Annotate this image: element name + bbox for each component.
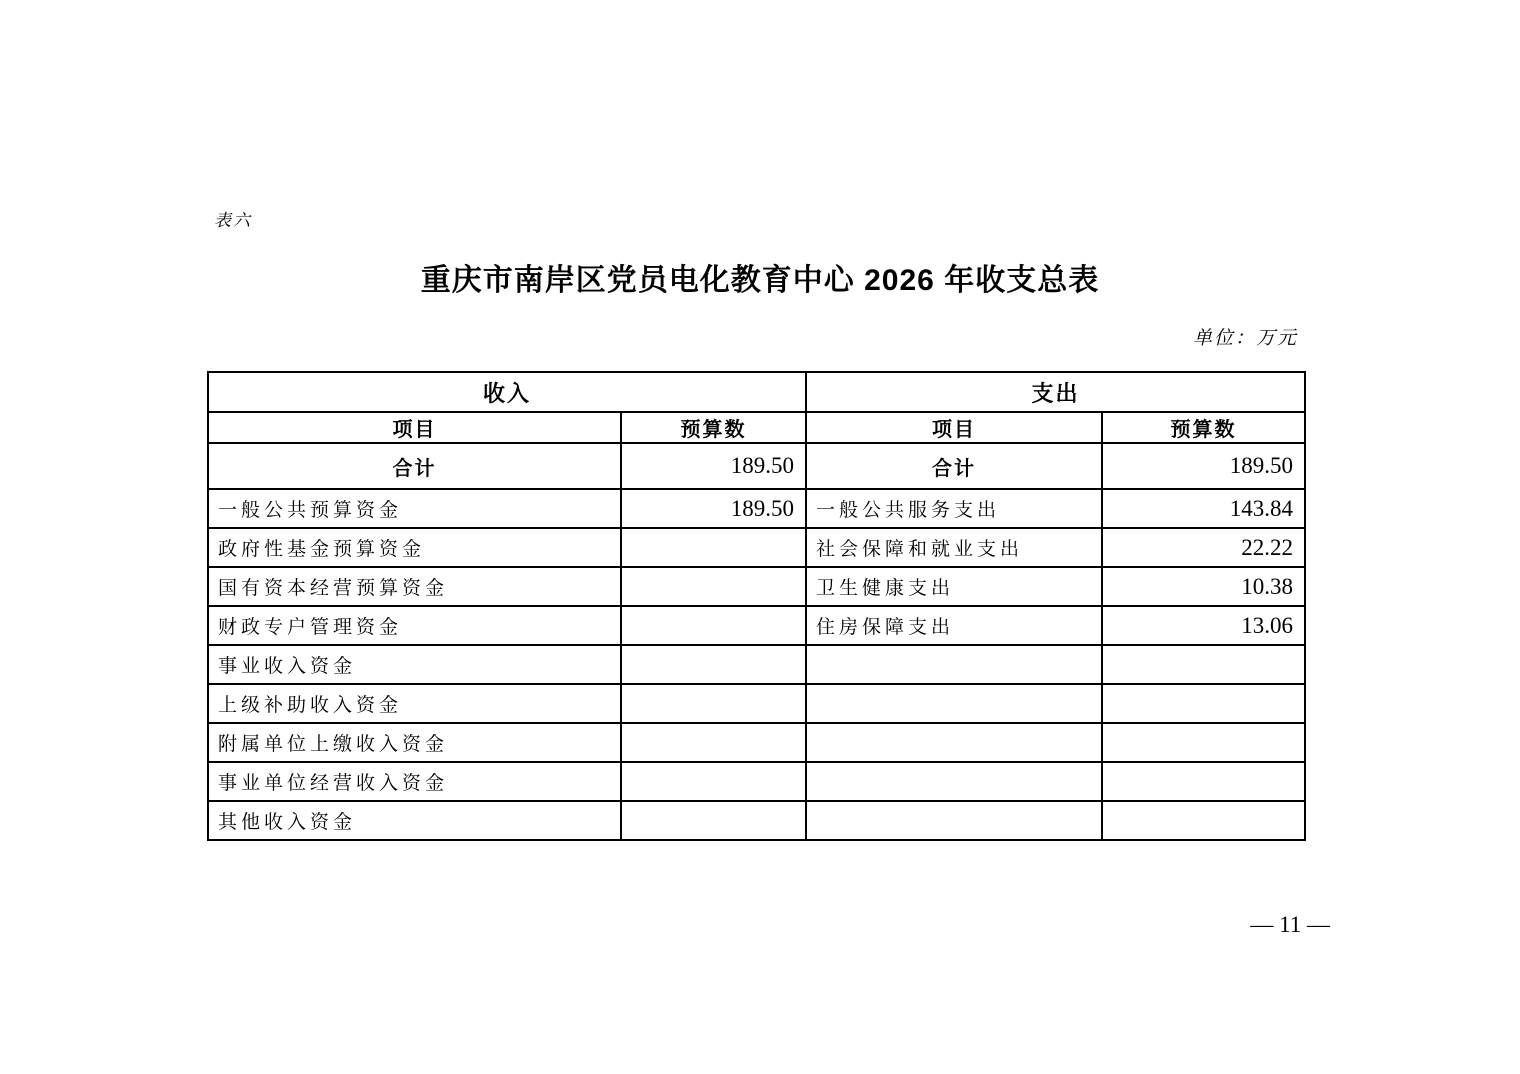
expense-section-header: 支出: [806, 372, 1305, 412]
income-item-cell: 政府性基金预算资金: [208, 528, 621, 567]
expense-value-cell: [1102, 801, 1305, 840]
income-item-cell: 上级补助收入资金: [208, 684, 621, 723]
table-row: [208, 762, 1305, 801]
table-row: [208, 528, 1305, 567]
expense-value-cell: [1102, 684, 1305, 723]
expense-item-cell: [806, 645, 1102, 684]
income-value-cell: [621, 801, 806, 840]
expense-budget-header: 预算数: [1102, 412, 1305, 443]
income-item-cell: 事业收入资金: [208, 645, 621, 684]
table-row: [208, 489, 1305, 528]
expense-value-cell: 189.50: [1102, 443, 1305, 489]
table-row: [208, 606, 1305, 645]
table-row-total: [208, 443, 1305, 489]
expense-item-cell: [806, 684, 1102, 723]
income-item-cell: 合计: [208, 443, 621, 489]
income-item-cell: 事业单位经营收入资金: [208, 762, 621, 801]
budget-table: [207, 371, 1306, 841]
page-number: — 11 —: [1250, 912, 1330, 937]
column-header-row: [208, 412, 1305, 443]
income-item-cell: 其他收入资金: [208, 801, 621, 840]
table-row: [208, 567, 1305, 606]
expense-value-cell: 143.84: [1102, 489, 1305, 528]
expense-value-cell: 22.22: [1102, 528, 1305, 567]
expense-item-cell: [806, 723, 1102, 762]
income-value-cell: [621, 645, 806, 684]
table-row: [208, 684, 1305, 723]
expense-item-cell: [806, 801, 1102, 840]
expense-item-cell: 社会保障和就业支出: [806, 528, 1102, 567]
table-row: [208, 723, 1305, 762]
income-item-cell: 财政专户管理资金: [208, 606, 621, 645]
table-row: [208, 801, 1305, 840]
expense-item-cell: 住房保障支出: [806, 606, 1102, 645]
expense-value-cell: [1102, 645, 1305, 684]
expense-item-cell: 一般公共服务支出: [806, 489, 1102, 528]
income-item-cell: 一般公共预算资金: [208, 489, 621, 528]
income-item-cell: 国有资本经营预算资金: [208, 567, 621, 606]
expense-item-cell: [806, 762, 1102, 801]
table-row: [208, 645, 1305, 684]
unit-note: 单位：万元: [1192, 328, 1298, 349]
income-value-cell: 189.50: [621, 489, 806, 528]
income-value-cell: [621, 606, 806, 645]
expense-item-cell: 卫生健康支出: [806, 567, 1102, 606]
section-header-row: [208, 372, 1305, 412]
expense-item-cell: 合计: [806, 443, 1102, 489]
income-value-cell: [621, 528, 806, 567]
page-title: 重庆市南岸区党员电化教育中心 2026 年收支总表: [420, 264, 1100, 297]
income-value-cell: [621, 762, 806, 801]
expense-value-cell: [1102, 723, 1305, 762]
income-budget-header: 预算数: [621, 412, 806, 443]
income-item-header: 项目: [208, 412, 621, 443]
table-label: 表六: [214, 211, 252, 230]
expense-item-header: 项目: [806, 412, 1102, 443]
budget-table-body: [208, 443, 1305, 840]
income-value-cell: [621, 567, 806, 606]
income-item-cell: 附属单位上缴收入资金: [208, 723, 621, 762]
income-section-header: 收入: [208, 372, 806, 412]
income-value-cell: 189.50: [621, 443, 806, 489]
income-value-cell: [621, 723, 806, 762]
expense-value-cell: 10.38: [1102, 567, 1305, 606]
expense-value-cell: [1102, 762, 1305, 801]
income-value-cell: [621, 684, 806, 723]
expense-value-cell: 13.06: [1102, 606, 1305, 645]
